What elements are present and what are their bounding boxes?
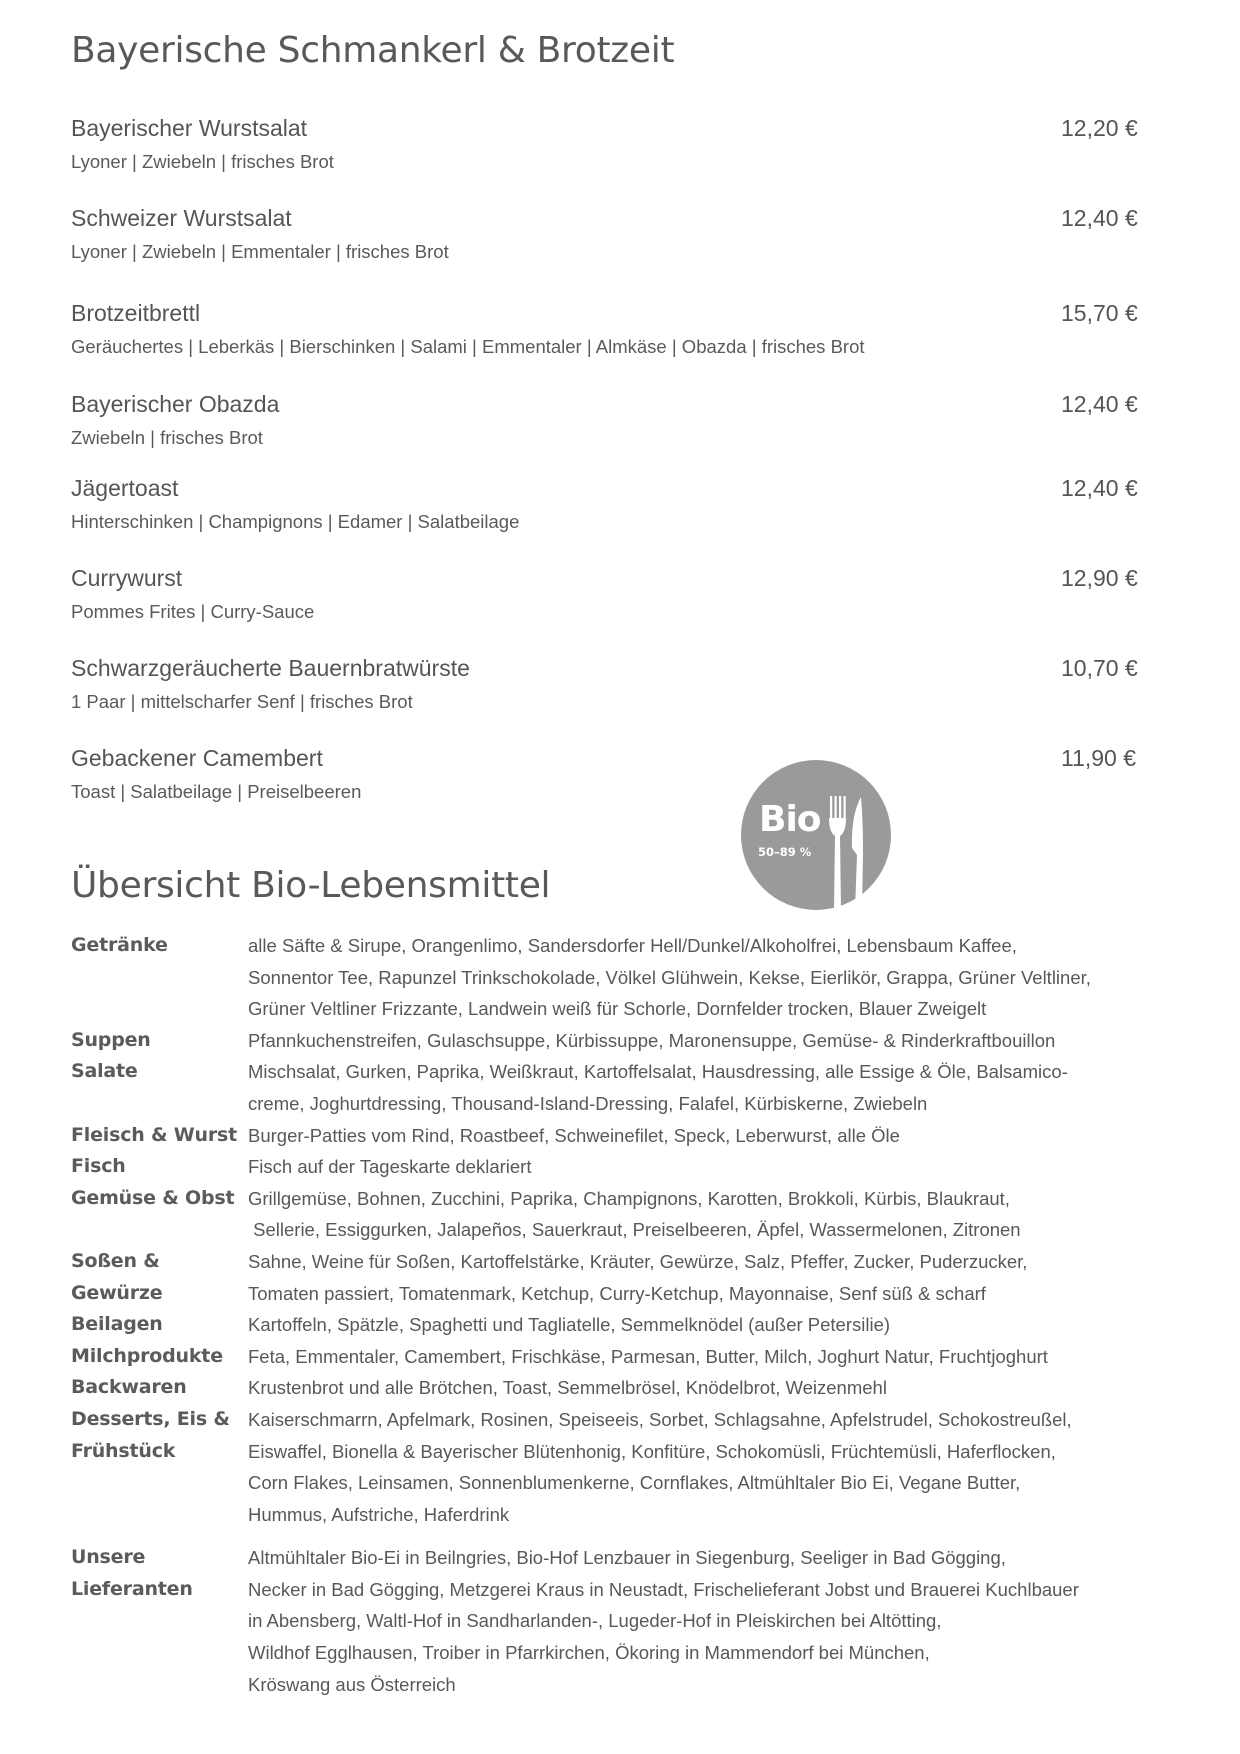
label-line: Desserts, Eis & (71, 1407, 230, 1430)
bio-row-label: Salate (71, 1060, 138, 1083)
menu-item-price: 15,70 € (1061, 300, 1138, 326)
bio-row-beilagen (71, 1309, 1191, 1341)
bio-row-label: Milchprodukte (71, 1344, 223, 1367)
bio-row-label (71, 1542, 248, 1700)
menu-item-description: Lyoner | Zwiebeln | Emmentaler | frisches Brot (71, 241, 449, 262)
bio-row-sossen (71, 1246, 1191, 1278)
bio-row-lieferanten (71, 1542, 1191, 1700)
bio-row-text (248, 1341, 1048, 1373)
menu-item-price: 11,90 € (1061, 745, 1137, 771)
bio-row-label: Gemüse & Obst (71, 1186, 235, 1209)
menu-item-description: Zwiebeln | frisches Brot (71, 427, 263, 448)
menu-item-price: 12,90 € (1061, 565, 1138, 591)
bio-badge-label: Bio (759, 799, 821, 840)
text-line: Sonnentor Tee, Rapunzel Trinkschokolade, Völkel Glühwein, Kekse, Eierlikör, Grappa, Grüner Veltliner, (248, 966, 1091, 988)
bio-row-label: Backwaren (71, 1376, 187, 1399)
bio-row-desserts (71, 1404, 1191, 1530)
bio-row-text (248, 1183, 1021, 1246)
menu-item-price: 12,20 € (1061, 115, 1138, 141)
bio-row-text (248, 1278, 986, 1310)
text-line: Mischsalat, Gurken, Paprika, Weißkraut, Kartoffelsalat, Hausdressing, alle Essige & Öle, Balsamico- (248, 1061, 1068, 1083)
text-line: Grüner Veltliner Frizzante, Landwein weiß für Schorle, Dornfelder trocken, Blauer Zweigelt (248, 998, 987, 1020)
label-line: Lieferanten (71, 1577, 193, 1600)
text-line: Krustenbrot und alle Brötchen, Toast, Semmelbrösel, Knödelbrot, Weizenmehl (248, 1377, 887, 1399)
bio-badge (741, 760, 891, 910)
text-line: Pfannkuchenstreifen, Gulaschsuppe, Kürbissuppe, Maronensuppe, Gemüse- & Rinderkraftbouillon (248, 1029, 1056, 1051)
bio-row-text (248, 1246, 1027, 1278)
text-line: Altmühltaler Bio-Ei in Beilngries, Bio-Hof Lenzbauer in Siegenburg, Seeliger in Bad Gögging, (248, 1547, 1006, 1569)
bio-row-salate (71, 1056, 1191, 1119)
menu-item-price: 12,40 € (1061, 475, 1138, 501)
text-line: Kartoffeln, Spätzle, Spaghetti und Tagliatelle, Semmelknödel (außer Petersilie) (248, 1314, 891, 1336)
bio-row-text (248, 1025, 1055, 1057)
bio-row-text (248, 1151, 531, 1183)
bio-row-text (248, 1056, 1068, 1119)
text-line: Corn Flakes, Leinsamen, Sonnenblumenkerne, Cornflakes, Altmühltaler Bio Ei, Vegane Butter, (248, 1472, 1021, 1494)
text-line: Wildhof Egglhausen, Troiber in Pfarrkirchen, Ökoring in Mammendorf bei München, (248, 1642, 930, 1664)
bio-row-fisch (71, 1151, 1191, 1183)
text-line: Grillgemüse, Bohnen, Zucchini, Paprika, Champignons, Karotten, Brokkoli, Kürbis, Blaukraut, (248, 1187, 1010, 1209)
bio-row-text (248, 1120, 900, 1152)
menu-item-name: Bayerischer Wurstsalat (71, 115, 308, 141)
bio-row-label (71, 1404, 248, 1530)
text-line: Kröswang aus Österreich (248, 1673, 456, 1695)
bio-row-text (248, 1309, 890, 1341)
bio-row-gemuese-obst (71, 1183, 1191, 1246)
bio-row-fleisch-wurst (71, 1120, 1191, 1152)
label-line: Frühstück (71, 1439, 176, 1462)
menu-item-description: Hinterschinken | Champignons | Edamer | Salatbeilage (71, 511, 520, 532)
spacer (71, 1530, 1191, 1542)
bio-row-label: Soßen & (71, 1249, 160, 1272)
text-line: Kaiserschmarrn, Apfelmark, Rosinen, Speiseeis, Sorbet, Schlagsahne, Apfelstrudel, Schokostreußel, (248, 1408, 1072, 1430)
menu-item-name: Schwarzgeräucherte Bauernbratwürste (71, 655, 470, 681)
bio-row-label: Fleisch & Wurst (71, 1123, 238, 1146)
text-line: creme, Joghurtdressing, Thousand-Island-Dressing, Falafel, Kürbiskerne, Zwiebeln (248, 1092, 928, 1114)
menu-item-name: Schweizer Wurstsalat (71, 205, 292, 231)
bio-badge-percent: 50–89 % (758, 845, 812, 859)
bio-ingredients-table (71, 930, 1191, 1700)
bio-row-label: Suppen (71, 1028, 151, 1051)
menu-item-name: Jägertoast (71, 475, 179, 501)
bio-row-text (248, 930, 1091, 1025)
menu-item-name: Currywurst (71, 565, 183, 591)
text-line: Eiswaffel, Bionella & Bayerischer Blütenhonig, Konfitüre, Schokomüsli, Früchtemüsli, Haferflocken, (248, 1440, 1056, 1462)
menu-item-description: Geräuchertes | Leberkäs | Bierschinken | Salami | Emmentaler | Almkäse | Obazda | frisches Brot (71, 336, 865, 357)
bio-row-getraenke (71, 930, 1191, 1025)
section-title-schmankerl: Bayerische Schmankerl & Brotzeit (71, 30, 675, 71)
menu-item-price: 12,40 € (1061, 391, 1138, 417)
text-line: Feta, Emmentaler, Camembert, Frischkäse, Parmesan, Butter, Milch, Joghurt Natur, Fruchtjoghurt (248, 1345, 1048, 1367)
text-line: Sahne, Weine für Soßen, Kartoffelstärke, Kräuter, Gewürze, Salz, Pfeffer, Zucker, Puderzucker, (248, 1250, 1028, 1272)
text-line: Hummus, Aufstriche, Haferdrink (248, 1503, 510, 1525)
bio-row-label: Getränke (71, 934, 168, 956)
bio-row-text (248, 1372, 887, 1404)
text-line: Burger-Patties vom Rind, Roastbeef, Schweinefilet, Speck, Leberwurst, alle Öle (248, 1124, 900, 1146)
fork-knife-icon (741, 760, 891, 910)
text-line: Sellerie, Essiggurken, Jalapeños, Sauerkraut, Preiselbeeren, Äpfel, Wassermelonen, Zitronen (248, 1219, 1021, 1241)
bio-row-gewuerze (71, 1278, 1191, 1310)
menu-item-description: 1 Paar | mittelscharfer Senf | frisches Brot (71, 691, 413, 712)
bio-row-suppen (71, 1025, 1191, 1057)
bio-row-text (248, 1404, 1072, 1530)
menu-item-name: Gebackener Camembert (71, 745, 323, 771)
text-line: alle Säfte & Sirupe, Orangenlimo, Sandersdorfer Hell/Dunkel/Alkoholfrei, Lebensbaum Kaffee, (248, 935, 1017, 956)
menu-item-description: Lyoner | Zwiebeln | frisches Brot (71, 151, 334, 172)
menu-item-price: 10,70 € (1061, 655, 1138, 681)
menu-item-name: Bayerischer Obazda (71, 391, 280, 417)
menu-item-description: Pommes Frites | Curry-Sauce (71, 601, 315, 622)
label-line: Unsere (71, 1546, 146, 1569)
menu-item-price: 12,40 € (1061, 205, 1138, 231)
text-line: in Abensberg, Waltl-Hof in Sandharlanden-, Lugeder-Hof in Pleiskirchen bei Altötting, (248, 1610, 942, 1632)
bio-row-text (248, 1542, 1079, 1700)
bio-row-label: Gewürze (71, 1281, 163, 1304)
text-line: Necker in Bad Gögging, Metzgerei Kraus in Neustadt, Frischelieferant Jobst und Brauerei Kuchlbauer (248, 1578, 1079, 1600)
text-line: Fisch auf der Tageskarte deklariert (248, 1156, 532, 1178)
menu-item-description: Toast | Salatbeilage | Preiselbeeren (71, 781, 362, 802)
menu-item-name: Brotzeitbrettl (71, 300, 201, 326)
text-line: Tomaten passiert, Tomatenmark, Ketchup, Curry-Ketchup, Mayonnaise, Senf süß & scharf (248, 1282, 986, 1304)
bio-row-backwaren (71, 1372, 1191, 1404)
bio-row-milchprodukte (71, 1341, 1191, 1373)
bio-row-label: Beilagen (71, 1313, 163, 1336)
bio-row-label: Fisch (71, 1155, 126, 1178)
section-title-bio: Übersicht Bio-Lebensmittel (71, 865, 551, 906)
